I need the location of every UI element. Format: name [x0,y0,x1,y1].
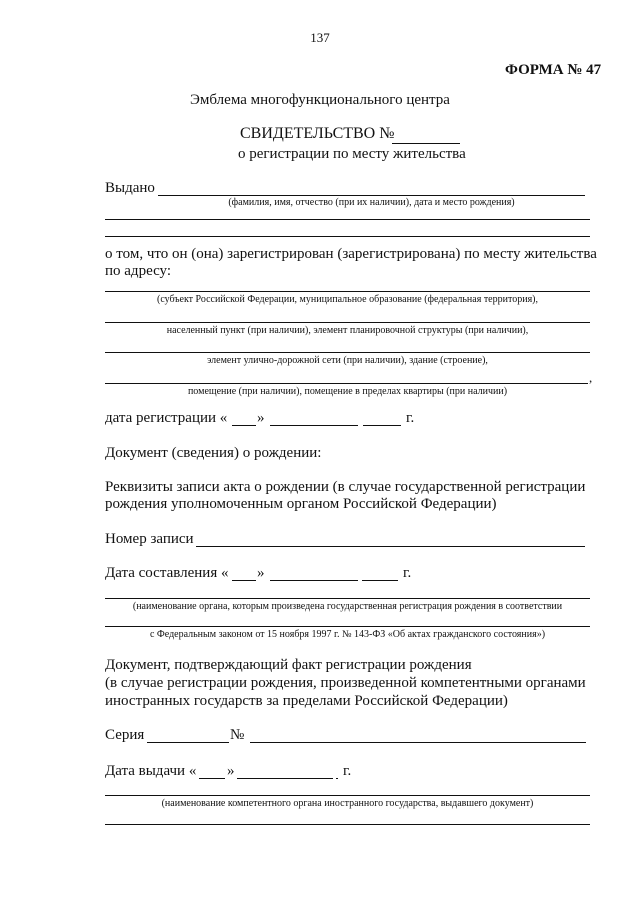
issue-date-year: г. [343,763,352,779]
series-field[interactable] [147,742,229,743]
issued-label: Выдано [105,180,155,196]
issue-day-field[interactable] [199,778,225,779]
compiled-day-field[interactable] [232,580,256,581]
compiled-year-field[interactable] [362,580,398,581]
document-number-field[interactable] [250,742,586,743]
registered-text-line1: о том, что он (она) зарегистрирован (зарегистрирована) по месту жительства [105,246,597,262]
registration-day-field[interactable] [232,425,256,426]
issue-date-label: Дата выдачи « [105,763,197,779]
foreign-document-line2: (в случае регистрации рождения, произведенной компетентными органами [105,675,586,691]
certificate-number-field[interactable] [392,143,460,144]
birth-document-heading: Документ (сведения) о рождении: [105,445,322,461]
certificate-title: СВИДЕТЕЛЬСТВО № [240,125,395,142]
foreign-authority-field[interactable] [105,795,590,796]
compiled-date-label: Дата составления « [105,565,229,581]
foreign-authority-field-2[interactable] [105,824,590,825]
registration-year-field[interactable] [363,425,401,426]
address-subject-caption: (субъект Российской Федерации, муниципальное образование (федеральная территория), [156,294,538,305]
certificate-subtitle: о регистрации по месту жительства [238,146,466,162]
compiled-date-close-quote: » [257,565,265,581]
compiled-month-field[interactable] [270,580,358,581]
authority-caption-line2: с Федеральным законом от 15 ноября 1997 г. № 143-ФЗ «Об актах гражданского состояния») [149,629,546,640]
form-label: ФОРМА № 47 [505,62,602,78]
issue-date-close-quote: » [227,763,235,779]
birth-record-line2: рождения уполномоченным органом Российской Федерации) [105,496,497,512]
address-settlement-caption: населенный пункт (при наличии), элемент планировочной структуры (при наличии), [166,325,529,336]
authority-field-2[interactable] [105,626,590,627]
registration-date-close-quote: » [257,410,265,426]
foreign-document-line1: Документ, подтверждающий факт регистрации рождения [105,657,472,673]
authority-field[interactable] [105,598,590,599]
address-settlement-field[interactable] [105,322,590,323]
registration-month-field[interactable] [270,425,358,426]
authority-caption-line1: (наименование органа, которым произведена государственная регистрация рождения в соответствии [132,601,563,612]
registered-text-line2: по адресу: [105,263,172,279]
foreign-authority-caption: (наименование компетентного органа иностранного государства, выдавшего документ) [161,798,534,809]
record-number-label: Номер записи [105,531,194,547]
address-comma: , [589,370,593,385]
registration-date-year: г. [406,410,415,426]
issued-caption: (фамилия, имя, отчество (при их наличии), дата и место рождения) [228,197,515,208]
issued-name-field-2[interactable] [105,219,590,220]
foreign-document-line3: иностранных государств за пределами Российской Федерации) [105,693,508,709]
issued-name-field[interactable] [158,195,585,196]
address-street-caption: элемент улично-дорожной сети (при наличии), здание (строение), [207,355,488,366]
registration-date-label: дата регистрации « [105,410,228,426]
compiled-date-year: г. [403,565,412,581]
address-subject-field[interactable] [105,291,590,292]
address-premises-caption: помещение (при наличии), помещение в пределах квартиры (при наличии) [187,386,508,397]
address-premises-field[interactable] [105,383,588,384]
emblem-placeholder: Эмблема многофункционального центра [190,92,450,108]
series-label: Серия [105,727,145,743]
address-street-field[interactable] [105,352,590,353]
issued-name-field-3[interactable] [105,236,590,237]
issue-month-field[interactable] [237,778,333,779]
birth-record-line1: Реквизиты записи акта о рождении (в случае государственной регистрации [105,479,586,495]
page-number: 137 [310,30,330,45]
record-number-field[interactable] [196,546,585,547]
number-sign: № [230,727,245,743]
issue-year-field[interactable] [336,778,338,779]
